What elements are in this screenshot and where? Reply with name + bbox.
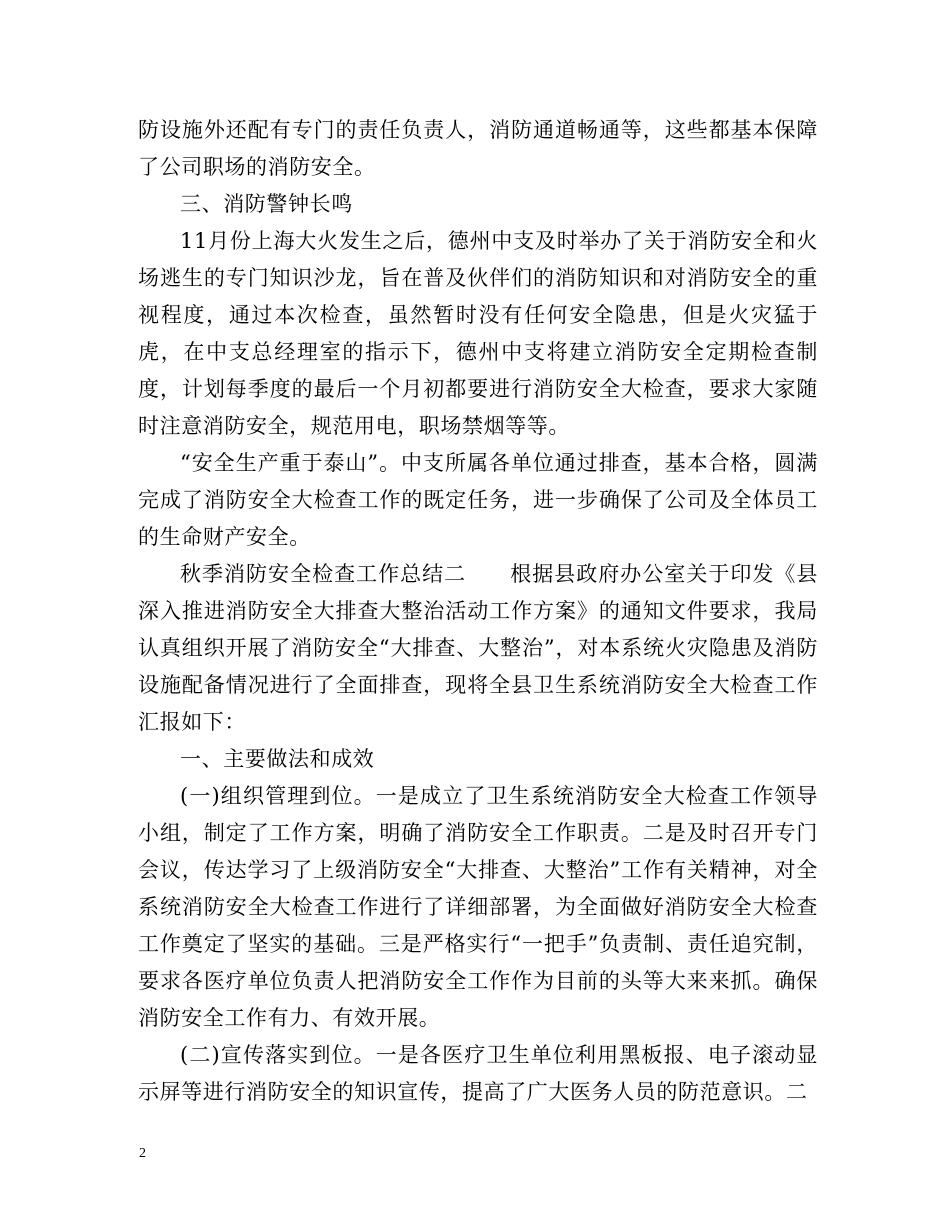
paragraph-publicity: (二)宣传落实到位。一是各医疗卫生单位利用黑板报、电子滚动显示屏等进行消防安全的知识宣传，提高了广大医务人员的防范意识。二 <box>138 1043 818 1104</box>
paragraph-organization: (一)组织管理到位。一是成立了卫生系统消防安全大检查工作领导小组，制定了工作方案，明确了消防安全工作职责。二是及时召开专门会议，传达学习了上级消防安全“大排查、大整治”工作有关精神，对全系统消防安全大检查工作进行了详细部署，为全面做好消防安全大检查工作奠定了坚实的基础。三是严格实行“一把手”负责制、责任追究制，要求各医疗单位负责人把消防安全工作作为目前的头等大来来抓。确保消防安全工作有力、有效开展。 <box>138 784 818 1030</box>
document-body <box>138 112 818 1111</box>
section-heading-1: 一、主要做法和成效 <box>180 747 375 771</box>
page-number: 2 <box>139 1146 146 1161</box>
paragraph-summary-two-intro: 秋季消防安全检查工作总结二 根据县政府办公室关于印发《县深入推进消防安全大排查大整治活动工作方案》的通知文件要求，我局认真组织开展了消防安全“大排查、大整治”，对本系统火灾隐患及消防设施配备情况进行了全面排查，现将全县卫生系统消防安全大检查工作汇报如下： <box>138 562 818 734</box>
paragraph-shanghai-fire: 11月份上海大火发生之后，德州中支及时举办了关于消防安全和火场逃生的专门知识沙龙，旨在普及伙伴们的消防知识和对消防安全的重视程度，通过本次检查，虽然暂时没有任何安全隐患，但是火灾猛于虎，在中支总经理室的指示下，德州中支将建立消防安全定期检查制度，计划每季度的最后一个月初都要进行消防安全大检查，要求大家随时注意消防安全，规范用电，职场禁烟等等。 <box>138 229 818 438</box>
paragraph-continuation: 防设施外还配有专门的责任负责人，消防通道畅通等，这些都基本保障了公司职场的消防安全。 <box>138 118 818 179</box>
paragraph-safety-motto: “安全生产重于泰山”。中支所属各单位通过排查，基本合格，圆满完成了消防安全大检查工作的既定任务，进一步确保了公司及全体员工的生命财产安全。 <box>138 451 818 549</box>
section-heading-3: 三、消防警钟长鸣 <box>180 192 353 216</box>
